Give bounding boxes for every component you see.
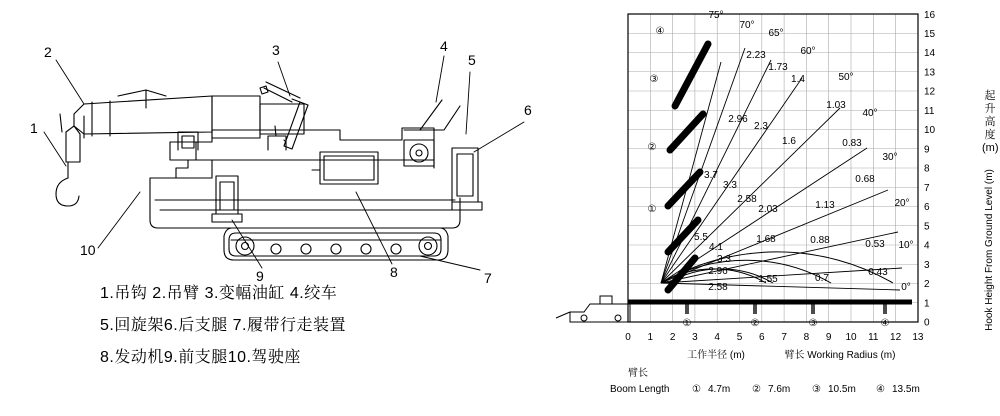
capacity-label: 2.58 bbox=[708, 282, 728, 293]
x-tick: 7 bbox=[781, 332, 787, 343]
capacity-label: 1.4 bbox=[791, 74, 805, 85]
capacity-label: 0.68 bbox=[855, 174, 875, 185]
capacity-label: 1.13 bbox=[815, 200, 835, 211]
callout-7: 7 bbox=[484, 270, 492, 286]
ground-marker-1: ① bbox=[682, 318, 692, 329]
mini-crane-icon bbox=[556, 296, 630, 322]
ground-marker-2: ② bbox=[750, 318, 760, 329]
y-axis-cn-char: 起 bbox=[984, 90, 996, 102]
angle-label: 30° bbox=[882, 152, 898, 163]
capacity-labels bbox=[694, 50, 888, 293]
x-axis-label-en: 臂长 Working Radius (m) bbox=[784, 350, 896, 361]
y-tick: 9 bbox=[924, 144, 930, 156]
y-tick: 0 bbox=[924, 317, 930, 329]
y-tick: 1 bbox=[924, 298, 930, 310]
capacity-label: 2.96 bbox=[708, 266, 728, 277]
ground-marker-3: ③ bbox=[808, 318, 818, 329]
y-tick: 13 bbox=[924, 67, 936, 79]
capacity-label: 3.3 bbox=[723, 180, 737, 191]
capacity-label: 5.5 bbox=[694, 232, 708, 243]
angle-label: 70° bbox=[739, 20, 755, 31]
y-axis-label-cn-stack bbox=[982, 90, 998, 155]
legend-mark-1: ① bbox=[692, 384, 701, 395]
y-axis-cn-char: (m) bbox=[982, 142, 999, 154]
y-tick: 7 bbox=[924, 182, 930, 194]
x-tick: 8 bbox=[803, 332, 810, 343]
capacity-label: 2.58 bbox=[737, 194, 757, 205]
y-tick: 10 bbox=[924, 125, 936, 136]
capacity-label: 0.43 bbox=[868, 267, 888, 278]
x-tick: 13 bbox=[912, 332, 924, 343]
legend-value-1: 4.7m bbox=[708, 384, 731, 395]
boom-marker-4: ④ bbox=[655, 26, 665, 37]
x-tick: 0 bbox=[625, 332, 631, 343]
legend-line-3: 8.发动机9.前支腿10.驾驶座 bbox=[100, 349, 301, 366]
capacity-label: 1.03 bbox=[826, 100, 846, 111]
parts-legend bbox=[100, 278, 520, 374]
boom-marker-3: ③ bbox=[649, 74, 659, 85]
y-axis-cn-char: 高 bbox=[984, 116, 996, 128]
capacity-label: 3.3 bbox=[717, 254, 731, 265]
axis-captions bbox=[687, 348, 895, 361]
x-tick: 12 bbox=[890, 332, 902, 343]
angle-label: 10° bbox=[898, 240, 914, 251]
capacity-label: 0.83 bbox=[842, 138, 862, 149]
capacity-label: 1.68 bbox=[756, 234, 776, 245]
y-axis-cn-char: 升 bbox=[984, 103, 996, 115]
range-chart-svg bbox=[540, 0, 1000, 416]
x-tick: 2 bbox=[669, 332, 676, 343]
legend-title-en: Boom Length bbox=[610, 384, 670, 395]
angle-label: 75° bbox=[708, 10, 724, 21]
callout-1: 1 bbox=[30, 120, 38, 136]
y-tick: 6 bbox=[924, 202, 930, 213]
x-tick: 4 bbox=[714, 332, 720, 343]
x-tick: 9 bbox=[825, 332, 832, 343]
capacity-label: 2.96 bbox=[728, 114, 748, 125]
y-tick: 5 bbox=[924, 221, 930, 233]
y-tick: 8 bbox=[924, 163, 930, 175]
capacity-label: 0.53 bbox=[865, 239, 885, 250]
legend-value-3: 10.5m bbox=[828, 384, 856, 395]
y-tick: 4 bbox=[924, 240, 930, 252]
capacity-label: 4.1 bbox=[709, 242, 723, 253]
callout-3: 3 bbox=[272, 42, 280, 58]
boom-angle-lines bbox=[661, 48, 902, 290]
callout-9: 9 bbox=[256, 268, 264, 284]
x-tick: 5 bbox=[736, 332, 743, 343]
ground-marker-4: ④ bbox=[880, 318, 890, 329]
x-axis-label-cn: 工作半径 (m) bbox=[687, 350, 745, 361]
capacity-label: 0.88 bbox=[810, 235, 830, 246]
y-tick-labels bbox=[924, 10, 936, 329]
x-tick: 11 bbox=[868, 332, 879, 343]
y-tick: 15 bbox=[924, 28, 936, 40]
callout-4: 4 bbox=[440, 38, 448, 54]
angle-label: 0° bbox=[901, 282, 911, 293]
y-tick: 16 bbox=[924, 10, 936, 21]
boom-marker-1: ① bbox=[647, 204, 657, 215]
angle-label: 20° bbox=[894, 198, 910, 209]
capacity-label: 0.7 bbox=[815, 273, 829, 284]
x-tick: 10 bbox=[845, 332, 857, 343]
callout-5: 5 bbox=[468, 52, 476, 68]
angle-label: 65° bbox=[768, 28, 784, 39]
y-axis-cn-char: 度 bbox=[984, 129, 996, 141]
capacity-label: 3.7 bbox=[704, 170, 718, 181]
capacity-label: 2.3 bbox=[754, 121, 768, 132]
boom-length-legend bbox=[610, 366, 920, 395]
y-axis-captions bbox=[984, 169, 995, 331]
legend-mark-3: ③ bbox=[812, 384, 821, 395]
capacity-label: 1.55 bbox=[758, 274, 778, 285]
capacity-label: 1.73 bbox=[768, 62, 788, 73]
y-tick: 3 bbox=[924, 259, 930, 271]
legend-title-cn: 臂长 bbox=[628, 368, 648, 379]
legend-value-4: 13.5m bbox=[892, 384, 920, 395]
x-tick: 1 bbox=[647, 332, 654, 343]
legend-mark-2: ② bbox=[752, 384, 761, 395]
angle-label: 50° bbox=[838, 72, 854, 83]
x-tick-labels bbox=[625, 332, 924, 343]
legend-line-1: 1.吊钩 2.吊臂 3.变幅油缸 4.绞车 bbox=[100, 285, 338, 302]
y-axis-label-en: Hook Height From Ground Level (m) bbox=[984, 169, 995, 331]
legend-mark-4: ④ bbox=[876, 384, 885, 395]
legend-value-2: 7.6m bbox=[768, 384, 791, 395]
capacity-label: 1.6 bbox=[782, 136, 796, 147]
x-tick: 3 bbox=[692, 332, 698, 343]
legend-line-2: 5.回旋架6.后支腿 7.履带行走装置 bbox=[100, 317, 346, 334]
y-tick: 2 bbox=[924, 279, 930, 290]
y-tick: 11 bbox=[924, 105, 935, 117]
y-tick: 14 bbox=[924, 48, 936, 59]
boom-marker-2: ② bbox=[647, 142, 657, 153]
working-range-chart bbox=[540, 0, 1000, 416]
capacity-label: 2.23 bbox=[746, 50, 766, 61]
capacity-label: 2.03 bbox=[758, 204, 778, 215]
callout-10: 10 bbox=[80, 242, 96, 258]
y-tick: 12 bbox=[924, 86, 936, 98]
angle-label: 40° bbox=[862, 108, 878, 119]
callout-8: 8 bbox=[390, 264, 398, 280]
x-tick: 6 bbox=[759, 332, 765, 343]
callout-6: 6 bbox=[524, 102, 532, 118]
callout-2: 2 bbox=[44, 44, 52, 60]
angle-label: 60° bbox=[800, 46, 816, 57]
